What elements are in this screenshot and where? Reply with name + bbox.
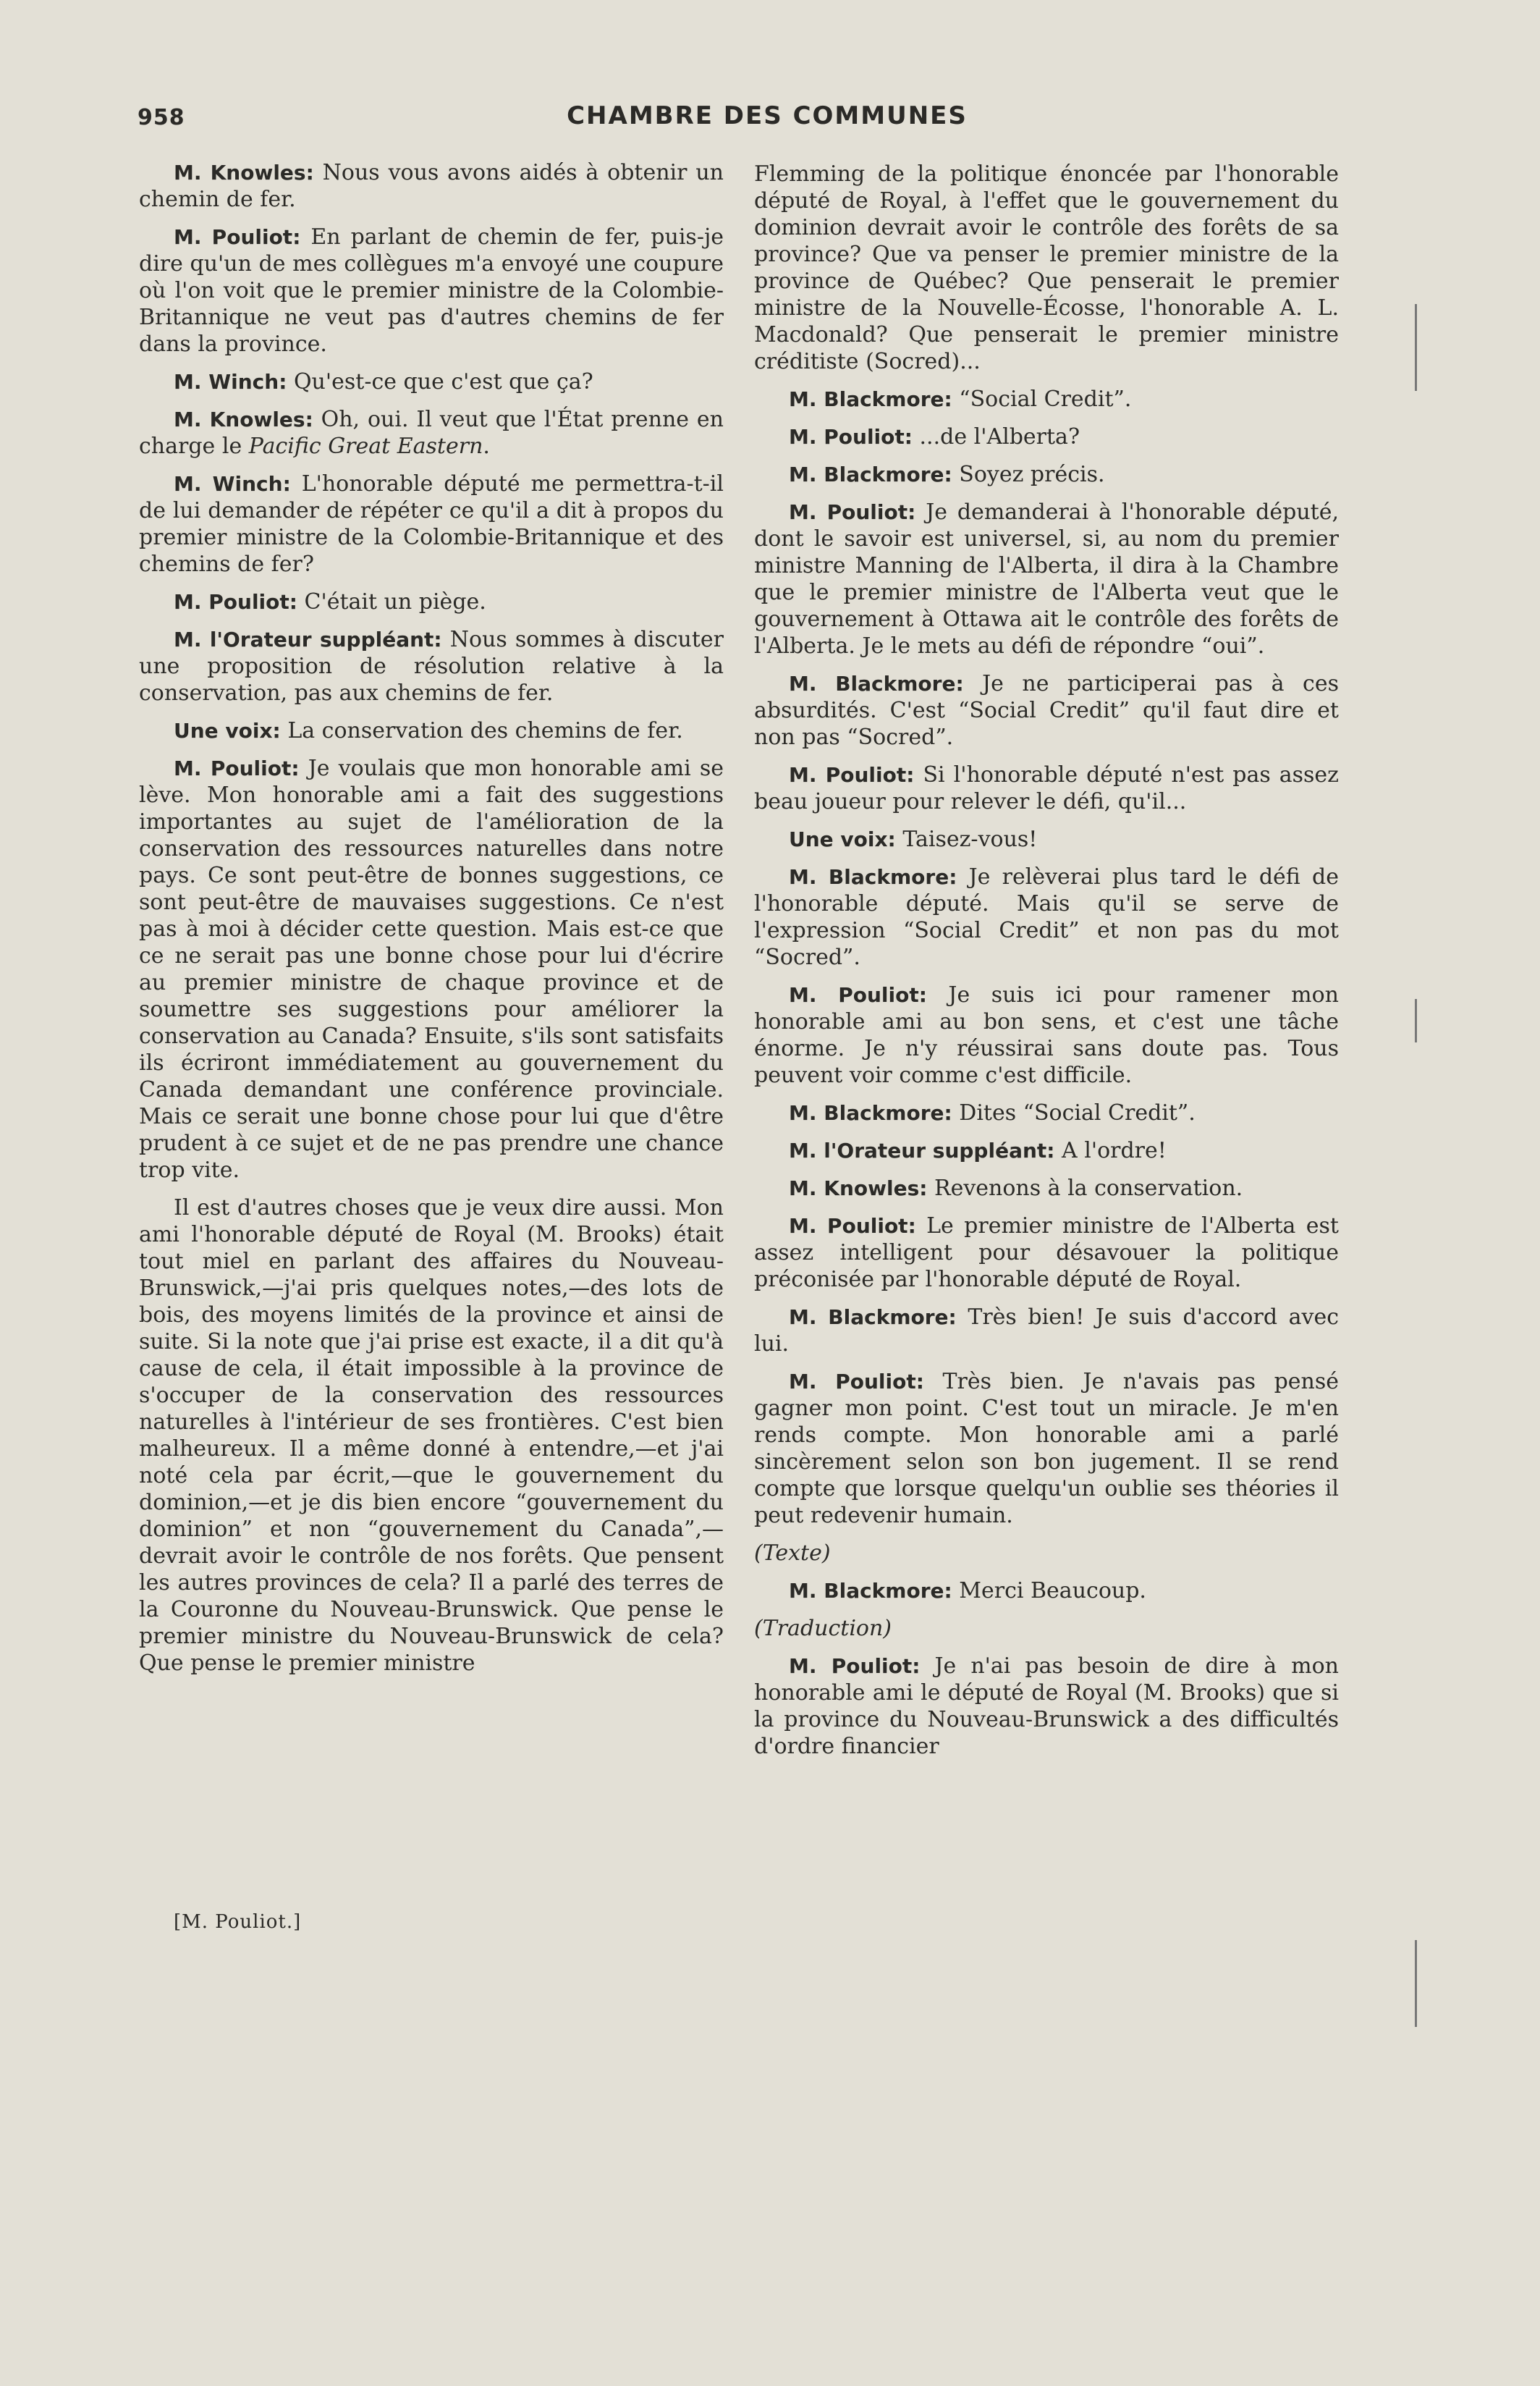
speech-paragraph xyxy=(139,224,724,358)
speaker-name: M. Pouliot: xyxy=(174,756,300,780)
speech-text: A l'ordre! xyxy=(1062,1138,1167,1163)
speech-text-tail: . xyxy=(483,434,490,459)
speaker-name: M. Blackmore: xyxy=(789,463,952,486)
speech-text: Flemming de la politique énoncée par l'honorable député de Royal, à l'effet que le gouvernement du dominion devrait avoir le contrôle des forêts de sa province? Que va penser le premier ministre de la province de Québec? Que penserait le premier ministre de la Nouvelle-Écosse, l'honorable A. L. Macdonald? Que penserait le premier ministre créditiste (Socred)... xyxy=(754,161,1339,374)
margin-scan-mark xyxy=(1415,999,1417,1042)
speaker-name: M. Pouliot: xyxy=(789,500,916,524)
speech-paragraph xyxy=(754,864,1339,971)
speaker-name: M. Blackmore: xyxy=(789,672,964,696)
speech-paragraph xyxy=(754,1368,1339,1529)
speech-text: Soyez précis. xyxy=(959,462,1105,487)
speaker-name: Une voix: xyxy=(174,719,281,743)
speaker-name: M. Blackmore: xyxy=(789,1101,952,1125)
speech-text: Oh, oui. Il veut que l'État prenne en charge le xyxy=(139,407,724,459)
speech-text: Je voulais que mon honorable ami se lève. Mon honorable ami a fait des suggestions importantes au sujet de l'amélioration de la conservation des ressources naturelles dans notre pays. Ce sont peut-être de bonnes suggestions, ce sont peut-être de mauvaises suggestions. Ce n'est pas à moi à décider cette question. Mais est-ce que ce ne serait pas une bonne chose pour lui d'écrire au premier ministre de chaque province et de soumettre ses suggestions pour améliorer la conservation au Canada? Ensuite, s'ils sont satisfaits ils écriront immédiatement au gouvernement du Canada demandant une conférence provinciale. Mais ce serait une bonne chose pour lui que d'être prudent à ce sujet et de ne pas prendre une chance trop vite. xyxy=(139,756,724,1183)
speech-text: Je demanderai à l'honorable député, dont le savoir est universel, si, au nom du premier ministre Manning de l'Alberta, il dira à la Chambre que le premier ministre de l'Alberta veut que le gouvernement à Ottawa ait le contrôle des forêts de l'Alberta. Je le mets au défi de répondre “oui”. xyxy=(754,499,1340,659)
speech-paragraph xyxy=(139,589,724,615)
speech-text: ...de l'Alberta? xyxy=(919,424,1080,450)
page-header-title: CHAMBRE DES COMMUNES xyxy=(567,101,968,130)
speaker-name: M. Pouliot: xyxy=(789,763,915,787)
speech-text: La conservation des chemins de fer. xyxy=(287,718,683,743)
page-number: 958 xyxy=(138,105,185,130)
left-column xyxy=(139,159,724,1687)
margin-scan-mark xyxy=(1415,304,1417,391)
speech-paragraph xyxy=(139,626,724,707)
speech-text: Très bien. Je n'avais pas pensé gagner mon point. C'est tout un miracle. Je m'en rends compte. Mon honorable ami a parlé sincèrement selon son bon jugement. Il se rend compte que lorsque quelqu'un oublie ses théories il peut redevenir humain. xyxy=(754,1369,1339,1528)
speech-text: Il est d'autres choses que je veux dire aussi. Mon ami l'honorable député de Royal (M. Brooks) était tout miel en parlant des affaires du Nouveau-Brunswick,—j'ai pris quelques notes,—des lots de bois, des moyens limités de la province et ainsi de suite. Si la note que j'ai prise est exacte, il a dit qu'à cause de cela, il était impossible à la province de s'occuper de la conservation des ressources naturelles à l'intérieur de ses frontières. C'est bien malheureux. Il a même donné à entendre,—et j'ai noté cela par écrit,—que le gouvernement du dominion,—et je dis bien encore “gouvernement du dominion” et non “gouvernement du Canada”,—devrait avoir le contrôle de nos forêts. Que pensent les autres provinces de cela? Il a parlé des terres de la Couronne du Nouveau-Brunswick. Que pense le premier ministre du Nouveau-Brunswick de cela? Que pense le premier ministre xyxy=(139,1195,724,1676)
speech-text: C'était un piège. xyxy=(304,589,486,615)
speech-text: Revenons à la conservation. xyxy=(934,1176,1243,1201)
speech-paragraph xyxy=(139,1194,724,1677)
speech-paragraph xyxy=(139,159,724,213)
speech-text: “Social Credit”. xyxy=(959,387,1132,412)
speech-text: Nous vous avons aidés à obtenir un chemin de fer. xyxy=(139,160,724,212)
speaker-name: M. Pouliot: xyxy=(174,590,297,614)
speech-text: Dites “Social Credit”. xyxy=(959,1100,1196,1126)
speech-paragraph xyxy=(754,1175,1339,1202)
speech-text: Je suis ici pour ramener mon honorable ami au bon sens, et c'est une tâche énorme. Je n'y réussirai sans doute pas. Tous peuvent voir comme c'est difficile. xyxy=(754,982,1339,1088)
speech-text: Je n'ai pas besoin de dire à mon honorable ami le député de Royal (M. Brooks) que si la province du Nouveau-Brunswick a des difficultés d'ordre financier xyxy=(754,1653,1340,1759)
right-column xyxy=(754,161,1339,1771)
speech-paragraph xyxy=(139,368,724,395)
speech-paragraph xyxy=(754,1100,1339,1126)
speaker-name: M. Pouliot: xyxy=(789,425,913,449)
speech-paragraph xyxy=(754,1137,1339,1164)
speech-text: Qu'est-ce que c'est que ça? xyxy=(293,369,593,395)
speech-text: Le premier ministre de l'Alberta est assez intelligent pour désavouer la politique préconisée par l'honorable député de Royal. xyxy=(754,1213,1339,1292)
speech-paragraph xyxy=(754,1304,1339,1357)
speaker-name: M. Pouliot: xyxy=(174,225,301,249)
speaker-name: M. Knowles: xyxy=(174,161,314,185)
speech-paragraph xyxy=(754,1213,1339,1293)
speech-paragraph xyxy=(754,1653,1339,1760)
margin-scan-mark xyxy=(1415,1940,1417,2027)
section-rubric: (Traduction) xyxy=(754,1616,892,1641)
speaker-name: M. l'Orateur suppléant: xyxy=(174,628,442,652)
speech-paragraph xyxy=(139,755,724,1184)
speech-paragraph xyxy=(754,499,1339,659)
speaker-name: M. l'Orateur suppléant: xyxy=(789,1139,1055,1163)
speech-paragraph xyxy=(754,762,1339,815)
speaker-name: M. Knowles: xyxy=(789,1176,928,1200)
speech-text: Je ne participerai pas à ces absurdités. C'est “Social Credit” qu'il faut dire et non pas “Socred”. xyxy=(754,671,1339,750)
section-rubric: (Texte) xyxy=(754,1540,831,1566)
speech-text: Je relèverai plus tard le défi de l'honorable député. Mais qu'il se serve de l'expression “Social Credit” et non pas du mot “Socred”. xyxy=(754,864,1339,970)
speech-paragraph xyxy=(754,982,1339,1089)
speech-paragraph xyxy=(139,471,724,578)
speech-text: Très bien! Je suis d'accord avec lui. xyxy=(754,1304,1339,1357)
speech-text: Merci Beaucoup. xyxy=(959,1578,1146,1603)
speech-paragraph xyxy=(139,406,724,460)
speech-text: Si l'honorable député n'est pas assez beau joueur pour relever le défi, qu'il... xyxy=(754,762,1339,814)
speaker-name: M. Blackmore: xyxy=(789,865,957,889)
speaker-name: M. Pouliot: xyxy=(789,1370,924,1394)
speech-paragraph xyxy=(754,461,1339,488)
speaker-name: Une voix: xyxy=(789,827,896,851)
speech-paragraph xyxy=(754,1577,1339,1604)
speech-paragraph xyxy=(754,826,1339,853)
speech-text: Nous sommes à discuter une proposition de résolution relative à la conservation, pas aux chemins de fer. xyxy=(139,627,724,706)
speech-paragraph xyxy=(754,670,1339,751)
speaker-name: M. Winch: xyxy=(174,472,291,496)
speaker-name: M. Blackmore: xyxy=(789,387,952,411)
speaker-name: M. Pouliot: xyxy=(789,983,927,1007)
speech-text: En parlant de chemin de fer, puis-je dire qu'un de mes collègues m'a envoyé une coupure où l'on voit que le premier ministre de la Colombie-Britannique ne veut pas d'autres chemins de fer dans la province. xyxy=(139,224,724,357)
speaker-name: M. Winch: xyxy=(174,370,287,394)
footer-note: [M. Pouliot.] xyxy=(174,1911,302,1933)
speech-paragraph xyxy=(754,423,1339,450)
speech-paragraph xyxy=(754,386,1339,413)
speech-text: L'honorable député me permettra-t-il de lui demander de répéter ce qu'il a dit à propos du premier ministre de la Colombie-Britannique et des chemins de fer? xyxy=(139,471,724,577)
speaker-name: M. Pouliot: xyxy=(789,1654,921,1678)
speaker-name: M. Pouliot: xyxy=(789,1214,916,1238)
speech-paragraph xyxy=(754,161,1339,375)
speech-paragraph xyxy=(139,717,724,744)
speaker-name: M. Knowles: xyxy=(174,408,313,431)
italic-text: Pacific Great Eastern xyxy=(248,434,483,459)
speaker-name: M. Blackmore: xyxy=(789,1579,952,1603)
speech-text: Taisez-vous! xyxy=(902,827,1038,852)
speaker-name: M. Blackmore: xyxy=(789,1305,957,1329)
